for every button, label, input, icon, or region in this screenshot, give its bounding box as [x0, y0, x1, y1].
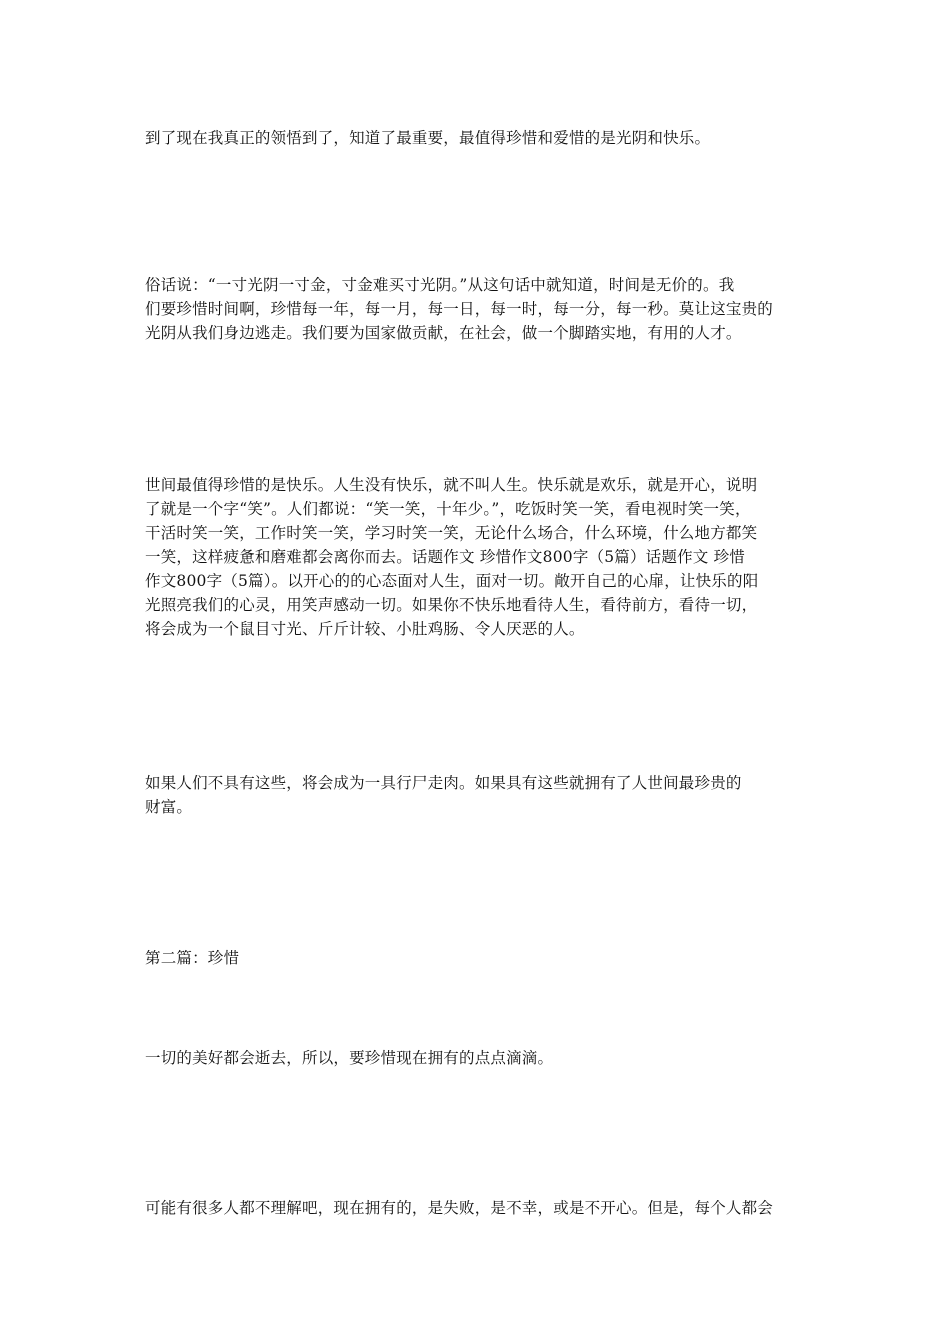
text-line: 光阴从我们身边逃走。我们要为国家做贡献，在社会，做一个脚踏实地，有用的人才。: [145, 324, 742, 342]
text-line: 财富。: [145, 798, 193, 816]
text-line: 可能有很多人都不理解吧，现在拥有的，是失败，是不幸，或是不开心。但是，每个人都会: [145, 1199, 774, 1217]
paragraph-understanding: [145, 1196, 817, 1220]
text-line: 作文800字（5篇）。以开心的的心态面对人生，面对一切。敞开自己的心扉，让快乐的阳: [145, 572, 759, 590]
text-line: 一笑，这样疲惫和磨难都会离你而去。话题作文 珍惜作文800字（5篇）话题作文 珍惜: [145, 548, 746, 566]
text-line: 世间最值得珍惜的是快乐。人生没有快乐，就不叫人生。快乐就是欢乐，就是开心，说明: [145, 476, 758, 494]
text-line: 俗话说：“一寸光阴一寸金，寸金难买寸光阴。”从这句话中就知道，时间是无价的。我: [145, 276, 735, 294]
heading-text: 第二篇：珍惜: [145, 949, 240, 967]
text-line: 如果人们不具有这些，将会成为一具行尸走肉。如果具有这些就拥有了人世间最珍贵的: [145, 774, 742, 792]
text-line: 了就是一个字“笑”。人们都说：“笑一笑，十年少。”，吃饭时笑一笑，看电视时笑一笑，: [145, 500, 751, 518]
paragraph-cherish: [145, 1046, 817, 1070]
section-heading: [145, 946, 817, 970]
paragraph-wealth: [145, 771, 817, 819]
paragraph-proverb: [145, 273, 817, 345]
text-line: 将会成为一个鼠目寸光、斤斤计较、小肚鸡肠、令人厌恶的人。: [145, 620, 585, 638]
text-line: 一切的美好都会逝去，所以，要珍惜现在拥有的点点滴滴。: [145, 1049, 554, 1067]
text-line: 干活时笑一笑，工作时笑一笑，学习时笑一笑，无论什么场合，什么环境，什么地方都笑: [145, 524, 758, 542]
text-line: 到了现在我真正的领悟到了，知道了最重要，最值得珍惜和爱惜的是光阴和快乐。: [145, 129, 711, 147]
text-line: 光照亮我们的心灵，用笑声感动一切。如果你不快乐地看待人生，看待前方，看待一切，: [145, 596, 758, 614]
paragraph-happiness: [145, 473, 817, 641]
text-line: 们要珍惜时间啊，珍惜每一年，每一月，每一日，每一时，每一分，每一秒。莫让这宝贵的: [145, 300, 774, 318]
paragraph-realization: [145, 126, 817, 150]
